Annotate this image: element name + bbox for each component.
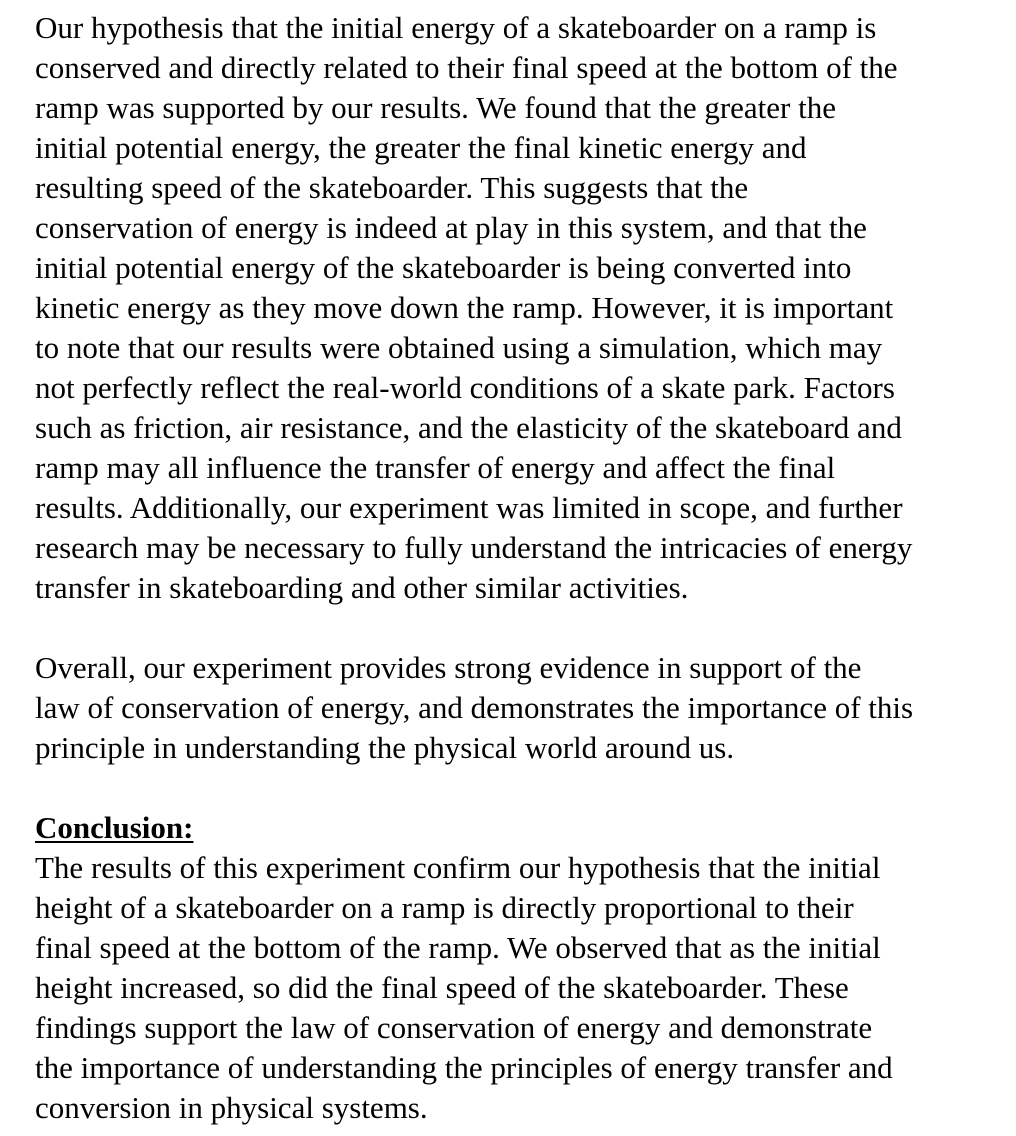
paragraph-line: Our hypothesis that the initial energy of a skateboarder on a ramp is <box>35 10 877 45</box>
paragraph-line: findings support the law of conservation of energy and demonstrate <box>35 1010 873 1045</box>
paragraph-spacer <box>35 768 1010 808</box>
paragraph-line: initial potential energy of the skateboarder is being converted into <box>35 250 852 285</box>
overall-paragraph <box>35 648 1010 768</box>
paragraph-line: the importance of understanding the principles of energy transfer and <box>35 1050 893 1085</box>
paragraph-line: conservation of energy is indeed at play in this system, and that the <box>35 210 867 245</box>
paragraph-line: ramp was supported by our results. We found that the greater the <box>35 90 836 125</box>
conclusion-section <box>35 808 1010 1128</box>
paragraph-spacer <box>35 608 1010 648</box>
paragraph-line: transfer in skateboarding and other similar activities. <box>35 570 689 605</box>
discussion-paragraph <box>35 8 1010 608</box>
paragraph-line: such as friction, air resistance, and the elasticity of the skateboard and <box>35 410 902 445</box>
paragraph-line: kinetic energy as they move down the ramp. However, it is important <box>35 290 894 325</box>
paragraph-line: conversion in physical systems. <box>35 1090 428 1125</box>
paragraph-line: conserved and directly related to their final speed at the bottom of the <box>35 50 898 85</box>
paragraph-line: height of a skateboarder on a ramp is directly proportional to their <box>35 890 854 925</box>
paragraph-line: resulting speed of the skateboarder. This suggests that the <box>35 170 749 205</box>
document-page <box>35 8 1010 1128</box>
paragraph-line: principle in understanding the physical world around us. <box>35 730 735 765</box>
paragraph-line: not perfectly reflect the real-world conditions of a skate park. Factors <box>35 370 895 405</box>
conclusion-heading: Conclusion: <box>35 810 194 845</box>
paragraph-line: research may be necessary to fully understand the intricacies of energy <box>35 530 913 565</box>
paragraph-line: The results of this experiment confirm our hypothesis that the initial <box>35 850 881 885</box>
paragraph-line: final speed at the bottom of the ramp. We observed that as the initial <box>35 930 881 965</box>
paragraph-line: results. Additionally, our experiment was limited in scope, and further <box>35 490 903 525</box>
paragraph-line: Overall, our experiment provides strong evidence in support of the <box>35 650 862 685</box>
paragraph-line: law of conservation of energy, and demonstrates the importance of this <box>35 690 914 725</box>
paragraph-line: ramp may all influence the transfer of energy and affect the final <box>35 450 836 485</box>
paragraph-line: initial potential energy, the greater the final kinetic energy and <box>35 130 807 165</box>
paragraph-line: height increased, so did the final speed of the skateboarder. These <box>35 970 849 1005</box>
paragraph-line: to note that our results were obtained using a simulation, which may <box>35 330 883 365</box>
